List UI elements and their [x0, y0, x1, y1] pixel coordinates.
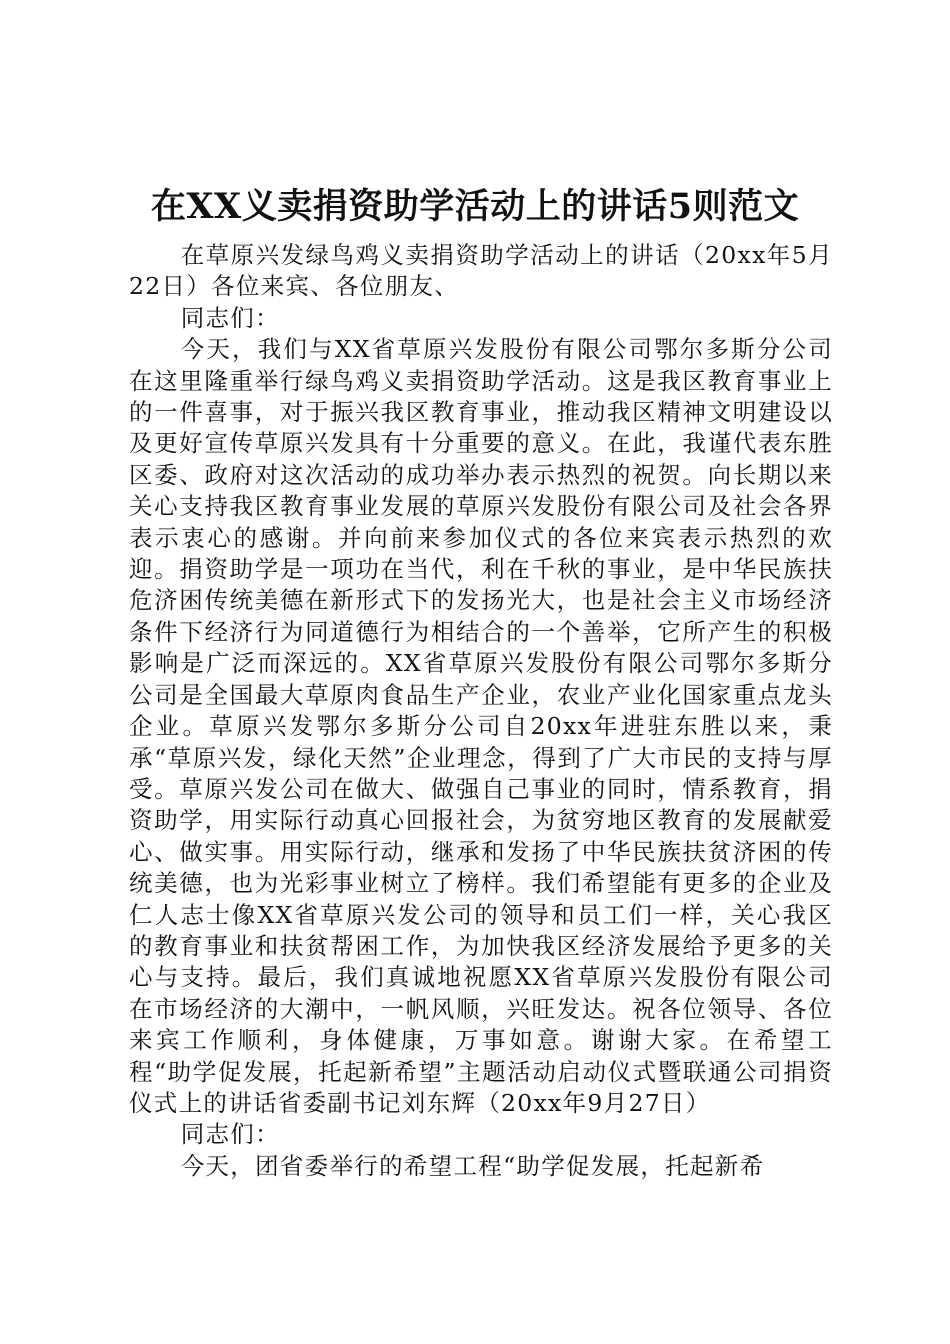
- paragraph-opening: 在草原兴发绿鸟鸡义卖捐资助学活动上的讲话（20xx年5月22日）各位来宾、各位朋友、: [129, 241, 833, 301]
- document-body: [129, 240, 833, 1182]
- paragraph-salutation-2: 同志们：: [180, 1120, 280, 1149]
- paragraph-main-speech: 今天，我们与XX省草原兴发股份有限公司鄂尔多斯分公司在这里隆重举行绿鸟鸡义卖捐资助学活动。这是我区教育事业上的一件喜事，对于振兴我区教育事业，推动我区精神文明建设以及更好宣传草原兴发具有十分重要的意义。在此，我谨代表东胜区委、政府对这次活动的成功举办表示热烈的祝贺。向长期以来关心支持我区教育事业发展的草原兴发股份有限公司及社会各界表示衷心的感谢。并向前来参加仪式的各位来宾表示热烈的欢迎。捐资助学是一项功在当代，利在千秋的事业，是中华民族扶危济困传统美德在新形式下的发扬光大，也是社会主义市场经济条件下经济行为同道德行为相结合的一个善举，它所产生的积极影响是广泛而深远的。XX省草原兴发股份有限公司鄂尔多斯分公司是全国最大草原肉食品生产企业，农业产业化国家重点龙头企业。草原兴发鄂尔多斯分公司自20xx年进驻东胜以来，秉承“草原兴发，绿化天然”企业理念，得到了广大市民的支持与厚受。草原兴发公司在做大、做强自己事业的同时，情系教育，捐资助学，用实际行动真心回报社会，为贫穷地区教育的发展献爱心、做实事。用实际行动，继承和发扬了中华民族扶贫济困的传统美德，也为光彩事业树立了榜样。我们希望能有更多的企业及仁人志士像XX省草原兴发公司的领导和员工们一样，关心我区的教育事业和扶贫帮困工作，为加快我区经济发展给予更多的关心与支持。最后，我们真诚地祝愿XX省草原兴发股份有限公司在市场经济的大潮中，一帆风顺，兴旺发达。祝各位领导、各位来宾工作顺利，身体健康，万事如意。谢谢大家。在希望工程“助学促发展，托起新希望”主题活动启动仪式暨联通公司捐资仪式上的讲话省委副书记刘东辉（20xx年9月27日）: [129, 335, 833, 1117]
- document-title: 在XX义卖捐资助学活动上的讲话5则范文: [150, 186, 800, 227]
- paragraph-salutation: 同志们：: [180, 303, 280, 332]
- paragraph-second-speech: 今天，团省委举行的希望工程“助学促发展，托起新希: [180, 1151, 765, 1180]
